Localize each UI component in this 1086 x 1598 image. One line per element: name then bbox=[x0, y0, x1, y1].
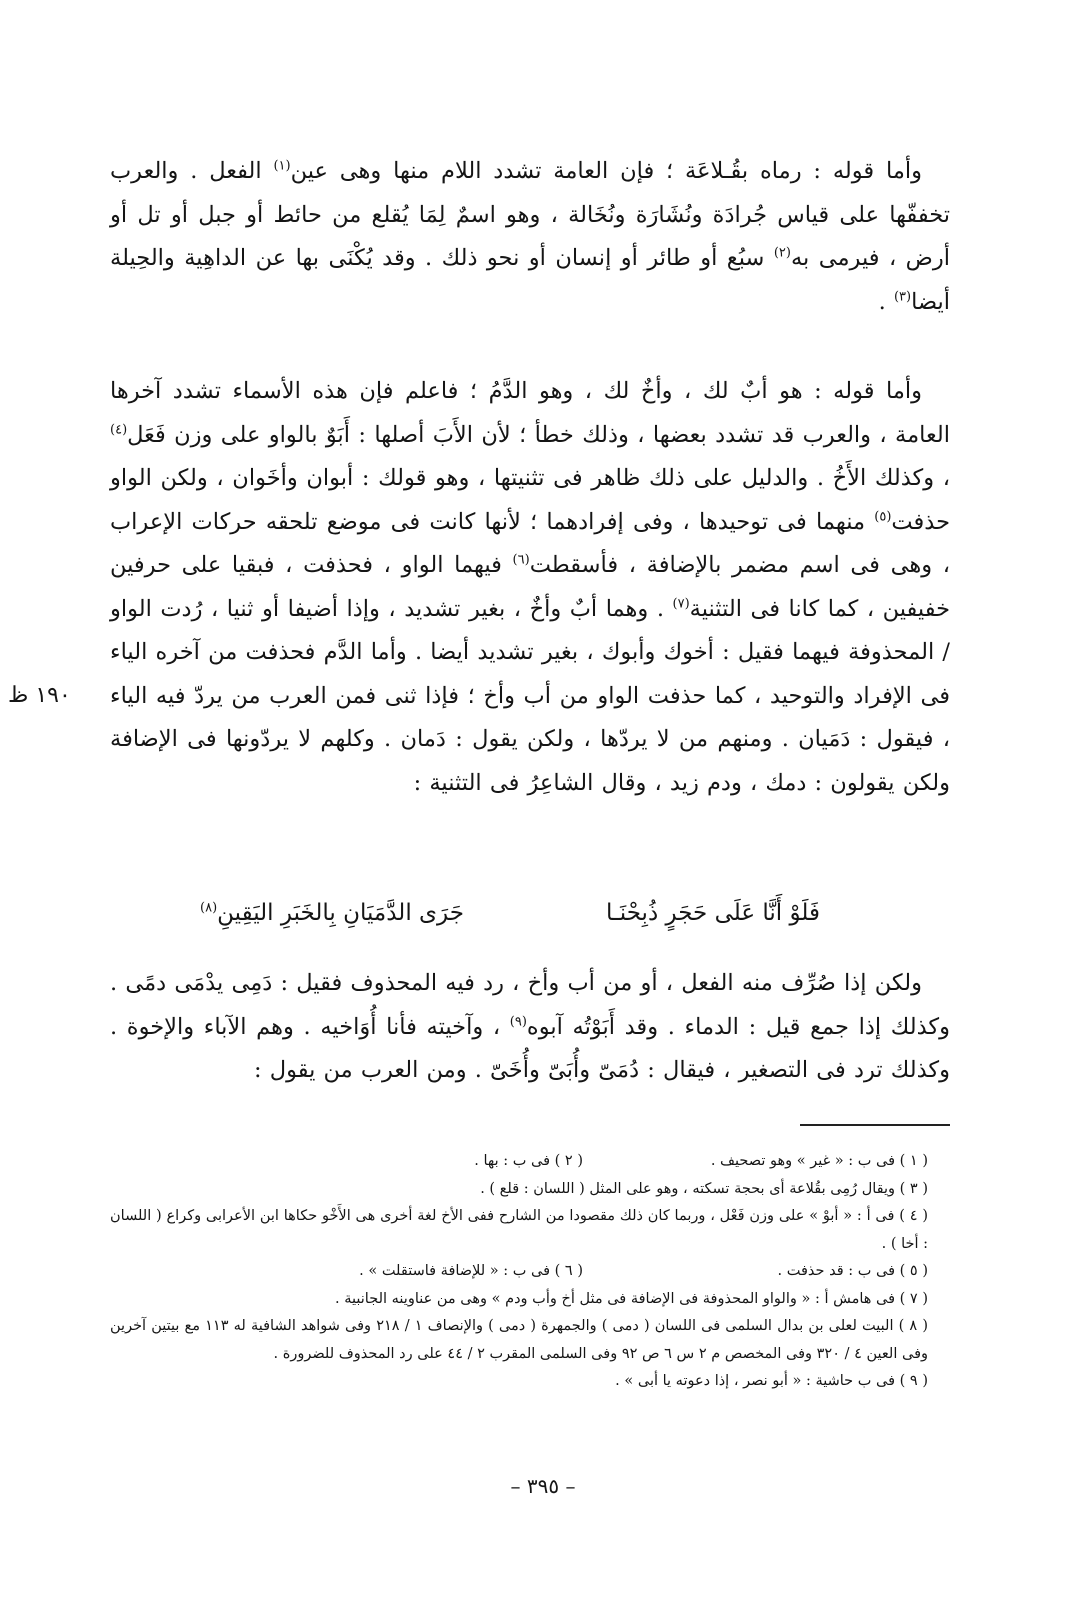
footnote-row-1-2 bbox=[110, 1148, 950, 1176]
footnote-6: ( ٦ ) فى ب : « للإضافة فاستقلت » . bbox=[359, 1263, 583, 1279]
footnote-ref-1[interactable]: (١) bbox=[273, 158, 291, 174]
footnotes-section bbox=[110, 1148, 950, 1396]
footnote-ref-8[interactable]: (٨) bbox=[200, 900, 218, 916]
footnote-2: ( ٢ ) فى ب : بها . bbox=[474, 1153, 583, 1169]
para1-text-4: . bbox=[878, 288, 894, 315]
verse-hemistich-2-wrap bbox=[200, 891, 464, 935]
para1-text-1: وأما قوله : رماه بقُـلاعَة ؛ فإن العامة تشدد اللام منها وهى عين bbox=[290, 158, 922, 184]
paragraph-ab-akh-dam bbox=[110, 370, 950, 805]
para1-text-2: الفعل . والعرب تخففّها على قياس جُرادَة ونُشَارَة ونُخَالة ، وهو اسمٌ لِمَا يُقلع من حائط أو جبل أو تل أو أرض ، فيرمى به bbox=[110, 158, 950, 271]
footnote-row-5-6 bbox=[110, 1258, 950, 1286]
footnote-ref-7[interactable]: (٧) bbox=[672, 596, 690, 611]
footnote-ref-3[interactable]: (٣) bbox=[893, 289, 912, 304]
footnote-5: ( ٥ ) فى ب : قد حذفت . bbox=[777, 1263, 928, 1279]
footnote-8: ( ٨ ) البيت لعلى بن بدال السلمى فى اللسان ( دمى ) والجمهرة ( دمى ) والإنصاف ١ / ٢١٨ وفى شواهد الشافية له ١١٣ مع بيتين آخرين وفى العين ٤ / ٣٢٠ وفى المخصص م ٢ س ٦ ص ٩٢ وفى السلمى المقرب ٢ / ٤٤ على رد المحذوف للضرورة . bbox=[110, 1318, 928, 1362]
footnote-ref-2[interactable]: (٢) bbox=[773, 245, 791, 261]
verse-hemistich-1: فَلَوْ أَنَّا عَلَى حَجَرٍ ذُبِحْنَـا bbox=[606, 900, 820, 926]
footnote-4: ( ٤ ) فى أ : « أبوْ » على وزن فَعْل ، وربما كان ذلك مقصودا من الشارح ففى الأخ لغة أخرى هى الأَخْو حكاها ابن الأعرابى وكراع ( اللسان : أخا ) . bbox=[110, 1208, 928, 1252]
paragraph-qulaa bbox=[110, 150, 950, 324]
page-number: – ٣٩٥ – bbox=[510, 1474, 576, 1498]
verse-hemistich-2: جَرَى الدَّمَيَانِ بِالخَبَرِ اليَقِينِ bbox=[217, 900, 464, 926]
para2-text-2: ، وكذلك الأَخُ . والدليل على ذلك ظاهر فى تثنيتها ، وهو قولك : أبوان وأخَوان ، ولكن الواو حذفت bbox=[110, 465, 950, 535]
footnote-ref-9[interactable]: (٩) bbox=[509, 1014, 527, 1029]
para2-text-1: وأما قوله : هو أبٌ لك ، وأخٌ لك ، وهو الدَّمُ ؛ فاعلم فإن هذه الأسماء تشدد آخرها العامة ، والعرب قد تشدد بعضها ، وذلك خطأ ؛ لأن الأَبَ أصلها : أَبَوٌ بالواو على وزن فَعَل bbox=[110, 378, 950, 448]
para3-text-1: ولكن إذا صُرِّف منه الفعل ، أو من أب وأخ ، رد فيه المحذوف فقيل : دَمِى يدْمَى دمًى . وكذلك إذا جمع قيل : الدماء . وقد أَبَوْتُه آبوه bbox=[110, 970, 951, 1040]
para3-text-2: ، وآخيته فأنا أُوَاخيه . وهم الآباء والإخوة . وكذلك ترد فى التصغير ، فيقال : دُمَىّ وأُبَىّ وأُخَىّ . ومن العرب من يقول : bbox=[110, 1013, 950, 1083]
footnote-3: ( ٣ ) ويقال رُمِى بقُلاعة أى بحجة تسكته ، وهو على المثل ( اللسان : قلع ) . bbox=[480, 1180, 928, 1197]
para2-text-3: منهما فى توحيدها ، وفى إفرادهما ؛ لأنها كانت فى موضع تلحقه حركات الإعراب ، وهى فى اسم مضمر بالإضافة ، فأسقطت bbox=[110, 508, 950, 578]
footnote-9: ( ٩ ) فى ب حاشية : « أبو نصر ، إذا دعوته يا أبى » . bbox=[615, 1373, 928, 1389]
footnote-7: ( ٧ ) فى هامش أ : « والواو المحذوفة فى الإضافة فى مثل أخ وأب ودم » وهى من عناوينه الجانبية . bbox=[335, 1290, 928, 1307]
footnote-ref-6[interactable]: (٦) bbox=[512, 552, 530, 568]
para1-text-3: سبُع أو طائر أو إنسان أو نحو ذلك . وقد يُكْنَى بها عن الداهِية والحِيلة أيضا bbox=[110, 245, 950, 315]
para2-text-4: فيهما الواو ، فحذفت ، فبقيا على حرفين خفيفين ، كما كانا فى التثنية bbox=[110, 552, 950, 622]
footnote-separator bbox=[800, 1124, 950, 1126]
footnote-ref-5[interactable]: (٥) bbox=[874, 509, 892, 524]
footnote-1: ( ١ ) فى ب : « غير » وهو تصحيف . bbox=[710, 1153, 928, 1169]
poetry-verse bbox=[200, 891, 820, 935]
paragraph-tasrif bbox=[110, 962, 950, 1093]
footnote-ref-4[interactable]: (٤) bbox=[110, 422, 128, 437]
margin-folio-note: ١٩٠ ظ bbox=[8, 683, 71, 708]
para2-text-5: . وهما أبٌ وأخٌ ، بغير تشديد ، وإذا أضيفا أو ثنيا ، رُدت الواو / المحذوفة فيهما فقيل : أخوك وأبوك ، بغير تشديد أيضا . وأما الدَّم فحذفت من آخره الياء فى الإفراد والتوحيد ، كما حذفت الواو من أب وأخ ؛ فإذا ثنى فمن العرب من يردّ فيه الياء ، فيقول : دَمَيان . ومنهم من لا يردّها ، ولكن يقول : دَمان . وكلهم لا يردّونها فى الإضافة ولكن يقولون : دمك ، ودم زيد ، وقال الشاعِرُ فى التثنية : bbox=[110, 595, 950, 796]
